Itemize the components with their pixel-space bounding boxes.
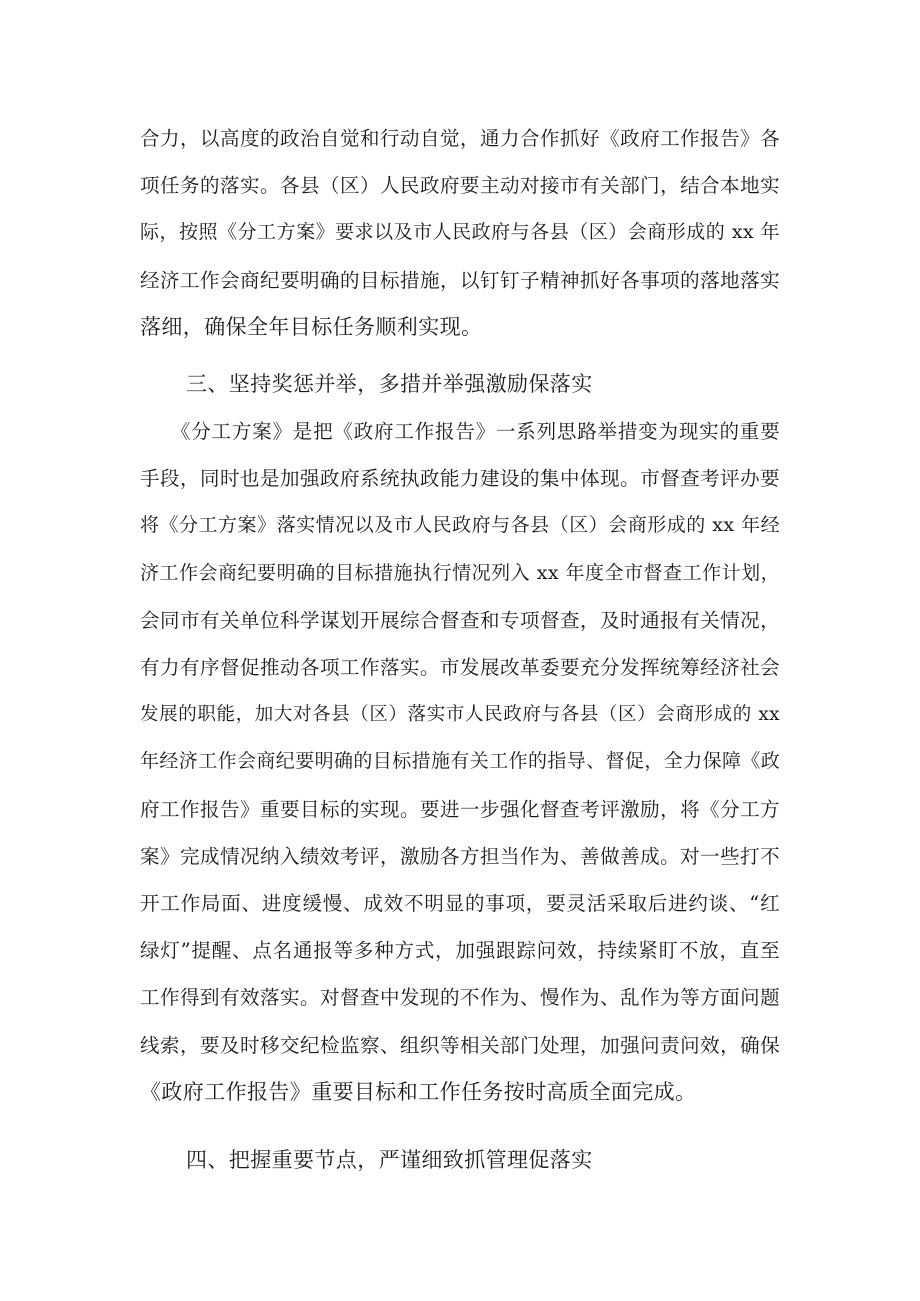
paragraph-line: 项任务的落实。各县（区）人民政府要主动对接市有关部门，结合本地实: [140, 174, 780, 198]
paragraph-line: 将《分工方案》落实情况以及市人民政府与各县（区）会商形成的 xx 年经: [140, 514, 780, 537]
paragraph-line: 年经济工作会商纪要明确的目标措施有关工作的指导、督促，全力保障《政: [140, 750, 781, 773]
paragraph-line: 开工作局面、进度缓慢、成效不明显的事项，要灵活采取后进约谈、“红: [140, 892, 780, 916]
section-heading-4: 四、把握重要节点，严谨细致抓管理促落实: [186, 1148, 593, 1172]
paragraph-line: 合力，以高度的政治自觉和行动自觉，通力合作抓好《政府工作报告》各: [140, 127, 780, 150]
paragraph-line: 际，按照《分工方案》要求以及市人民政府与各县（区）会商形成的 xx 年: [140, 221, 780, 244]
paragraph-line: 工作得到有效落实。对督查中发现的不作为、慢作为、乱作为等方面问题: [140, 986, 780, 1010]
paragraph-line: 线索，要及时移交纪检监察、组织等相关部门处理，加强问责问效，确保: [140, 1033, 780, 1057]
paragraph-line: 手段，同时也是加强政府系统执政能力建设的集中体现。市督查考评办要: [140, 467, 780, 491]
paragraph-line: 济工作会商纪要明确的目标措施执行情况列入 xx 年度全市督查工作计划，: [140, 561, 780, 584]
paragraph-line: 经济工作会商纪要明确的目标措施，以钉钉子精神抓好各事项的落地落实: [140, 268, 780, 292]
paragraph-line: 《分工方案》是把《政府工作报告》一系列思路举措变为现实的重要: [140, 420, 780, 443]
paragraph-line: 有力有序督促推动各项工作落实。市发展改革委要充分发挥统筹经济社会: [140, 656, 780, 680]
paragraph-line: 府工作报告》重要目标的实现。要进一步强化督查考评激励，将《分工方: [140, 797, 780, 821]
paragraph-continuation: [140, 115, 780, 351]
paragraph-line: 会同市有关单位科学谋划开展综合督查和专项督查，及时通报有关情况，: [140, 608, 780, 632]
paragraph-line: 绿灯”提醒、点名通报等多种方式，加强跟踪问效，持续紧盯不放，直至: [140, 939, 780, 963]
paragraph-line: 《政府工作报告》重要目标和工作任务按时高质全面完成。: [140, 1079, 697, 1104]
paragraph-line: 案》完成情况纳入绩效考评，激励各方担当作为、善做善成。对一些打不: [140, 844, 780, 868]
paragraph-line: 落细，确保全年目标任务顺利实现。: [140, 314, 483, 339]
paragraph-section-3: [140, 408, 780, 1116]
paragraph-line: 发展的职能，加大对各县（区）落实市人民政府与各县（区）会商形成的 xx: [140, 704, 780, 726]
section-heading-3: 三、坚持奖惩并举，多措并举强激励保落实: [186, 372, 593, 396]
